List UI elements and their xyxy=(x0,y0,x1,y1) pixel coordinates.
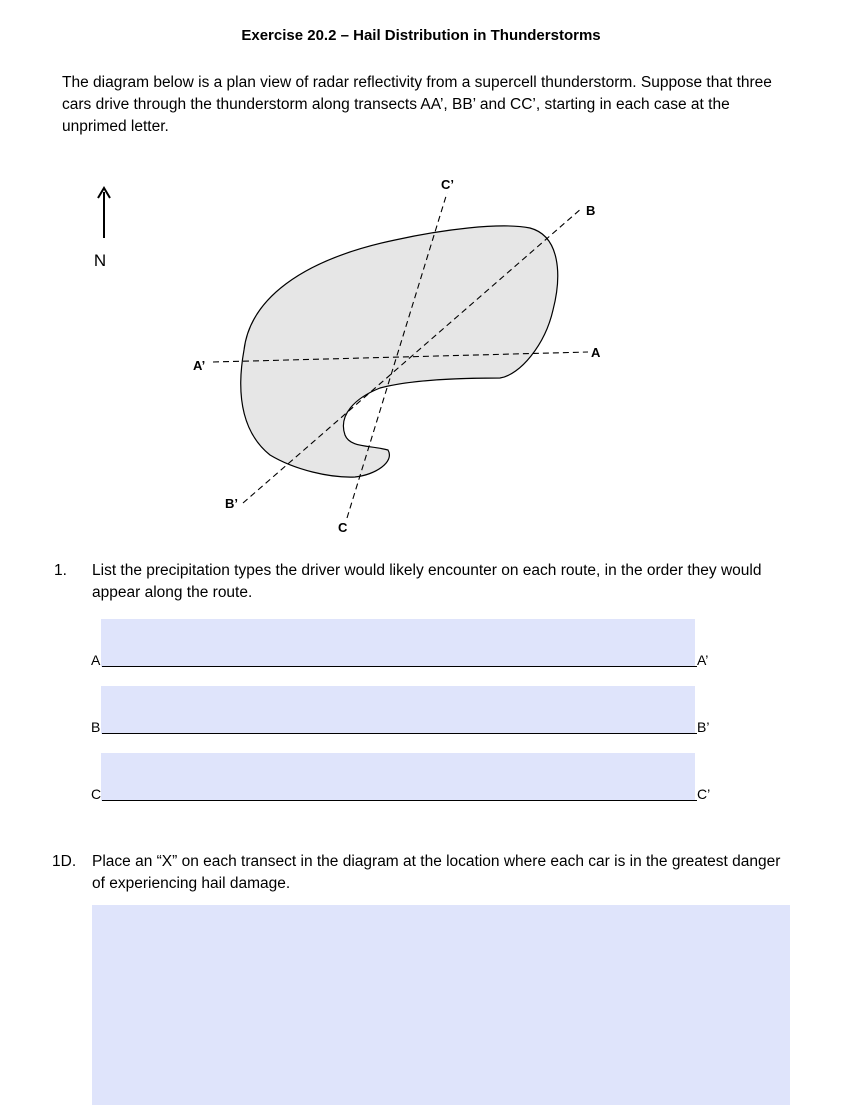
question-1 xyxy=(54,560,794,606)
page-title: Exercise 20.2 – Hail Distribution in Thunderstorms xyxy=(241,27,601,44)
row-end-b-prime: B’ xyxy=(697,719,710,735)
row-start-c: C xyxy=(91,786,102,802)
label-c: C xyxy=(338,520,348,535)
row-start-a: A xyxy=(91,652,101,668)
question-1d-number: 1D. xyxy=(52,853,77,870)
storm-reflectivity-area xyxy=(241,226,558,477)
question-1-number: 1. xyxy=(54,562,67,579)
label-b-prime: B’ xyxy=(225,496,238,511)
north-label: N xyxy=(93,251,107,270)
question-1-text: List the precipitation types the driver would likely encounter on each route, in the order they would appear along the route. xyxy=(92,562,762,601)
answer-row-aa xyxy=(91,650,721,670)
question-1d-text: Place an “X” on each transect in the diagram at the location where each car is in the greatest danger of experiencing hail damage. xyxy=(92,853,781,892)
answer-row-bb xyxy=(91,717,721,737)
answer-rule xyxy=(102,666,697,667)
row-start-b: B xyxy=(91,719,101,735)
answer-rule xyxy=(102,800,697,801)
label-a-prime: A’ xyxy=(193,358,206,373)
answer-row-cc xyxy=(91,784,721,804)
label-b: B xyxy=(586,203,596,218)
question-1d xyxy=(52,851,792,897)
row-end-c-prime: C’ xyxy=(697,786,711,802)
row-end-a-prime: A’ xyxy=(697,652,709,668)
label-a: A xyxy=(591,345,601,360)
answer-field-1d[interactable] xyxy=(92,905,790,1105)
north-arrow-icon xyxy=(98,188,110,238)
answer-rule xyxy=(102,733,697,734)
intro-paragraph: The diagram below is a plan view of radar reflectivity from a supercell thunderstorm. Suppose that three cars drive through the thunderstorm along transects AA’, BB’ and CC’, starting in each case at the unprimed letter. xyxy=(62,74,772,135)
label-c-prime: C’ xyxy=(441,177,454,192)
storm-diagram xyxy=(0,170,842,540)
